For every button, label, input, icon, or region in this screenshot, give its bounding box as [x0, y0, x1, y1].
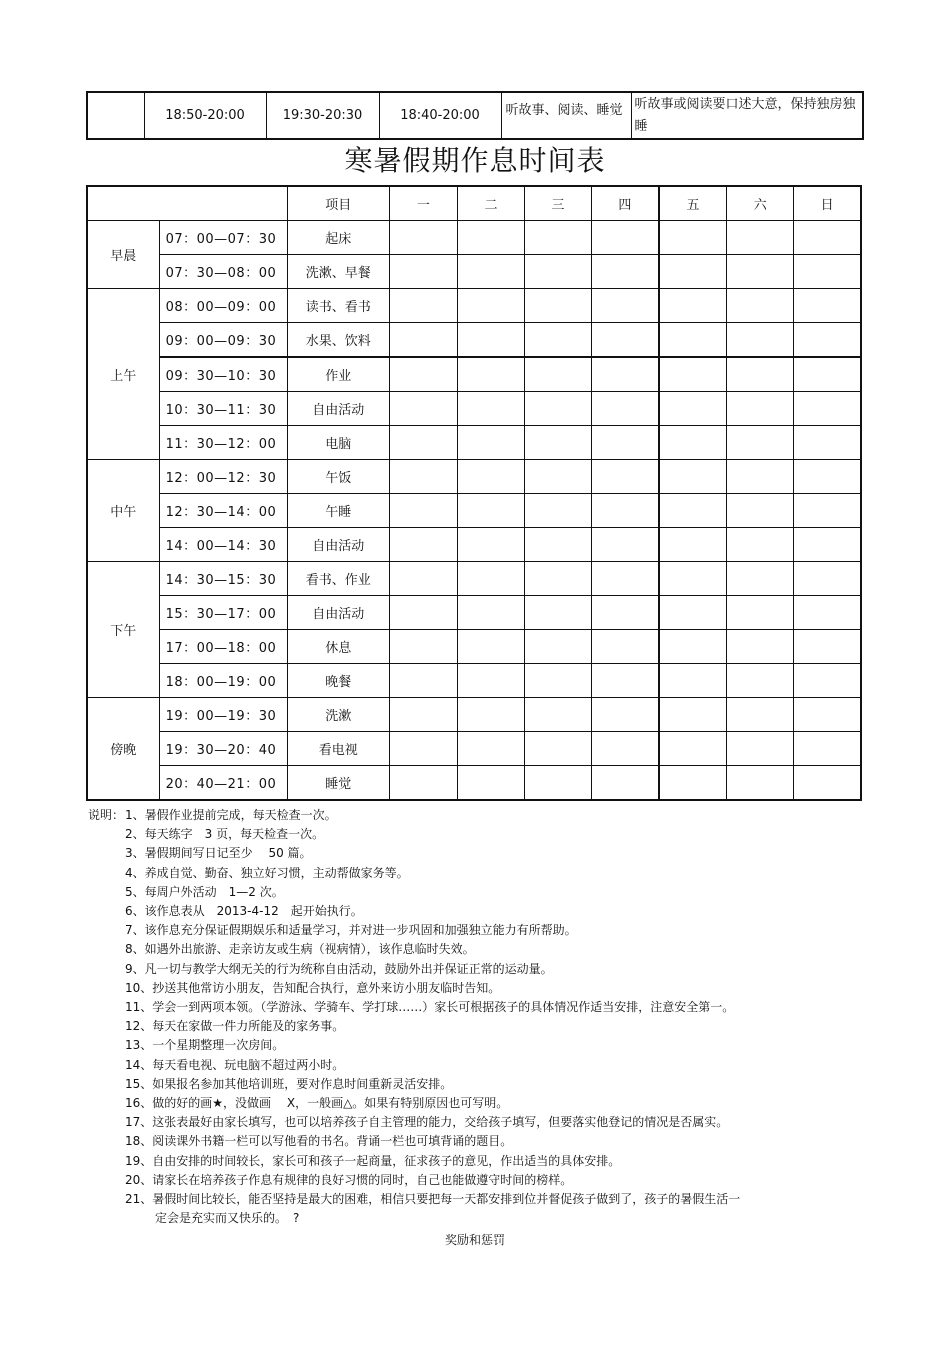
day-check-cell[interactable] — [659, 426, 727, 460]
note-item: 11、学会一到两项本领。（学游泳、学骑车、学打球……）家长可根据孩子的具体情况作适当安排，注意安全第一。 — [125, 1000, 735, 1015]
activity-item: 看书、作业 — [287, 562, 389, 596]
day-check-cell[interactable] — [727, 426, 794, 460]
empty-cell — [87, 92, 144, 139]
time-range: 10：30—11：30 — [159, 392, 287, 426]
day-check-cell[interactable] — [389, 426, 457, 460]
header-day: 日 — [794, 186, 861, 221]
day-check-cell[interactable] — [525, 494, 592, 528]
note-item: 16、做的好的画★，没做画 X，一般画△。如果有特别原因也可写明。 — [125, 1096, 509, 1111]
day-check-cell[interactable] — [525, 528, 592, 562]
day-check-cell[interactable] — [525, 289, 592, 323]
activity-item: 睡觉 — [287, 766, 389, 801]
activity-item: 电脑 — [287, 426, 389, 460]
day-check-cell[interactable] — [457, 664, 524, 698]
schedule-row — [87, 664, 861, 698]
day-check-cell[interactable] — [525, 630, 592, 664]
schedule-row — [87, 255, 861, 289]
schedule-row — [87, 732, 861, 766]
day-check-cell[interactable] — [457, 460, 524, 494]
day-check-cell[interactable] — [389, 289, 457, 323]
day-check-cell[interactable] — [727, 494, 794, 528]
notes-label: 说明： — [88, 808, 125, 822]
day-check-cell[interactable] — [389, 732, 457, 766]
note-item: 8、如遇外出旅游、走亲访友或生病（视病情），该作息临时失效。 — [125, 942, 475, 957]
day-check-cell[interactable] — [389, 255, 457, 289]
day-check-cell[interactable] — [659, 494, 727, 528]
day-check-cell[interactable] — [727, 289, 794, 323]
header-day: 三 — [525, 186, 592, 221]
day-check-cell[interactable] — [794, 357, 861, 392]
day-check-cell[interactable] — [525, 357, 592, 392]
activity-item: 起床 — [287, 221, 389, 255]
page-title: 寒暑假期作息时间表 — [344, 144, 606, 177]
day-check-cell[interactable] — [727, 528, 794, 562]
header-day: 一 — [389, 186, 457, 221]
activity-item: 午睡 — [287, 494, 389, 528]
schedule-row — [87, 562, 861, 596]
day-check-cell[interactable] — [659, 323, 727, 358]
day-check-cell[interactable] — [794, 494, 861, 528]
day-check-cell[interactable] — [592, 460, 659, 494]
day-check-cell[interactable] — [592, 698, 659, 732]
activity-item: 洗漱、早餐 — [287, 255, 389, 289]
period-label: 早晨 — [87, 221, 159, 289]
day-check-cell[interactable] — [794, 426, 861, 460]
note-item: 18、阅读课外书籍一栏可以写他看的书名。背诵一栏也可填背诵的题目。 — [125, 1134, 513, 1149]
day-check-cell[interactable] — [794, 732, 861, 766]
day-check-cell[interactable] — [389, 392, 457, 426]
day-check-cell[interactable] — [794, 698, 861, 732]
time-range: 18：00—19：00 — [159, 664, 287, 698]
schedule-table — [86, 185, 862, 801]
schedule-row — [87, 528, 861, 562]
header-day: 六 — [727, 186, 794, 221]
time-cell: 19:30-20:30 — [266, 92, 379, 139]
time-range: 11：30—12：00 — [159, 426, 287, 460]
day-check-cell[interactable] — [727, 664, 794, 698]
day-check-cell[interactable] — [525, 221, 592, 255]
header-item: 项目 — [287, 186, 389, 221]
day-check-cell[interactable] — [592, 596, 659, 630]
footer-heading: 奖励和惩罚 — [444, 1233, 505, 1247]
time-range: 08：00—09：00 — [159, 289, 287, 323]
day-check-cell[interactable] — [659, 460, 727, 494]
day-check-cell[interactable] — [525, 732, 592, 766]
day-check-cell[interactable] — [727, 323, 794, 358]
day-check-cell[interactable] — [457, 596, 524, 630]
time-range: 19：00—19：30 — [159, 698, 287, 732]
time-range: 07：00—07：30 — [159, 221, 287, 255]
day-check-cell[interactable] — [659, 392, 727, 426]
day-check-cell[interactable] — [659, 289, 727, 323]
activity-item: 水果、饮料 — [287, 323, 389, 358]
day-check-cell[interactable] — [457, 630, 524, 664]
day-check-cell[interactable] — [457, 698, 524, 732]
day-check-cell[interactable] — [457, 562, 524, 596]
period-label: 中午 — [87, 460, 159, 562]
day-check-cell[interactable] — [592, 392, 659, 426]
period-label: 上午 — [87, 289, 159, 460]
day-check-cell[interactable] — [389, 766, 457, 801]
day-check-cell[interactable] — [525, 766, 592, 801]
day-check-cell[interactable] — [457, 221, 524, 255]
schedule-row — [87, 630, 861, 664]
day-check-cell[interactable] — [659, 766, 727, 801]
day-check-cell[interactable] — [794, 289, 861, 323]
note-text: 1、暑假作业提前完成，每天检查一次。 — [125, 808, 337, 822]
note-item: 20、请家长在培养孩子作息有规律的良好习惯的同时，自己也能做遵守时间的榜样。 — [125, 1172, 573, 1187]
day-check-cell[interactable] — [592, 766, 659, 801]
note-item: 12、每天在家做一件力所能及的家务事。 — [125, 1019, 345, 1034]
day-check-cell[interactable] — [525, 392, 592, 426]
day-check-cell[interactable] — [592, 357, 659, 392]
activity-item: 看电视 — [287, 732, 389, 766]
note-item: 3、暑假期间写日记至少 50 篇。 — [125, 846, 312, 861]
day-check-cell[interactable] — [592, 664, 659, 698]
day-check-cell[interactable] — [727, 392, 794, 426]
day-check-cell[interactable] — [525, 698, 592, 732]
note-cell: 听故事或阅读要口述大意，保持独房独睡 — [631, 92, 863, 139]
schedule-row — [87, 596, 861, 630]
day-check-cell[interactable] — [525, 426, 592, 460]
day-check-cell[interactable] — [727, 630, 794, 664]
day-check-cell[interactable] — [659, 528, 727, 562]
day-check-cell[interactable] — [592, 630, 659, 664]
prev-schedule-row — [86, 91, 864, 140]
day-check-cell[interactable] — [389, 357, 457, 392]
day-check-cell[interactable] — [457, 528, 524, 562]
note-item: 5、每周户外活动 1—2 次。 — [125, 884, 284, 899]
day-check-cell[interactable] — [592, 426, 659, 460]
day-check-cell[interactable] — [592, 289, 659, 323]
note-item: 7、该作息充分保证假期娱乐和适量学习，并对进一步巩固和加强独立能力有所帮助。 — [125, 923, 577, 938]
day-check-cell[interactable] — [659, 664, 727, 698]
day-check-cell[interactable] — [727, 596, 794, 630]
day-check-cell[interactable] — [659, 255, 727, 289]
day-check-cell[interactable] — [525, 664, 592, 698]
day-check-cell[interactable] — [592, 562, 659, 596]
note-continuation: 定会是充实而又快乐的。 ? — [155, 1211, 300, 1226]
day-check-cell[interactable] — [457, 732, 524, 766]
day-check-cell[interactable] — [389, 221, 457, 255]
note-item: 2、每天练字 3 页，每天检查一次。 — [125, 827, 325, 842]
day-check-cell[interactable] — [727, 732, 794, 766]
activity-item: 读书、看书 — [287, 289, 389, 323]
time-range: 20：40—21：00 — [159, 766, 287, 801]
day-check-cell[interactable] — [659, 596, 727, 630]
day-check-cell[interactable] — [457, 255, 524, 289]
header-day: 五 — [659, 186, 727, 221]
day-check-cell[interactable] — [727, 255, 794, 289]
day-check-cell[interactable] — [794, 630, 861, 664]
activity-item: 自由活动 — [287, 528, 389, 562]
day-check-cell[interactable] — [592, 221, 659, 255]
day-check-cell[interactable] — [659, 562, 727, 596]
note-item: 17、这张表最好由家长填写，也可以培养孩子自主管理的能力，交给孩子填写，但要落实他登记的情况是否属实。 — [125, 1115, 729, 1130]
note-item: 19、自由安排的时间较长，家长可和孩子一起商量，征求孩子的意见，作出适当的具体安排。 — [125, 1153, 621, 1168]
day-check-cell[interactable] — [389, 698, 457, 732]
day-check-cell[interactable] — [525, 460, 592, 494]
activity-item: 休息 — [287, 630, 389, 664]
day-check-cell[interactable] — [794, 392, 861, 426]
day-check-cell[interactable] — [727, 562, 794, 596]
time-range: 17：00—18：00 — [159, 630, 287, 664]
day-check-cell[interactable] — [727, 460, 794, 494]
activity-item: 晚餐 — [287, 664, 389, 698]
day-check-cell[interactable] — [659, 698, 727, 732]
activity-item: 自由活动 — [287, 596, 389, 630]
day-check-cell[interactable] — [727, 698, 794, 732]
day-check-cell[interactable] — [592, 494, 659, 528]
schedule-row — [87, 392, 861, 426]
day-check-cell[interactable] — [794, 255, 861, 289]
schedule-row — [87, 221, 861, 255]
day-check-cell[interactable] — [794, 766, 861, 801]
schedule-row — [87, 460, 861, 494]
time-range: 12：00—12：30 — [159, 460, 287, 494]
period-label: 傍晚 — [87, 698, 159, 801]
day-check-cell[interactable] — [525, 323, 592, 358]
activity-item: 自由活动 — [287, 392, 389, 426]
day-check-cell[interactable] — [727, 357, 794, 392]
day-check-cell[interactable] — [389, 460, 457, 494]
day-check-cell[interactable] — [592, 323, 659, 358]
day-check-cell[interactable] — [794, 596, 861, 630]
day-check-cell[interactable] — [592, 528, 659, 562]
schedule-row — [87, 698, 861, 732]
day-check-cell[interactable] — [389, 562, 457, 596]
activity-item: 午饭 — [287, 460, 389, 494]
day-check-cell[interactable] — [592, 255, 659, 289]
note-item — [88, 806, 848, 825]
day-check-cell[interactable] — [727, 766, 794, 801]
day-check-cell[interactable] — [389, 528, 457, 562]
day-check-cell[interactable] — [389, 494, 457, 528]
time-range: 09：00—09：30 — [159, 323, 287, 358]
note-item: 4、养成自觉、勤奋、独立好习惯，主动帮做家务等。 — [125, 865, 409, 880]
day-check-cell[interactable] — [389, 323, 457, 358]
day-check-cell[interactable] — [659, 221, 727, 255]
day-check-cell[interactable] — [525, 596, 592, 630]
note-item: 10、抄送其他常访小朋友，告知配合执行，意外来访小朋友临时告知。 — [125, 980, 501, 995]
schedule-row — [87, 357, 861, 392]
day-check-cell[interactable] — [457, 392, 524, 426]
header-day: 二 — [457, 186, 524, 221]
day-check-cell[interactable] — [457, 357, 524, 392]
day-check-cell[interactable] — [525, 255, 592, 289]
day-check-cell[interactable] — [794, 664, 861, 698]
time-range: 19：30—20：40 — [159, 732, 287, 766]
day-check-cell[interactable] — [659, 732, 727, 766]
notes-section — [88, 806, 848, 1228]
schedule-row — [87, 494, 861, 528]
day-check-cell[interactable] — [794, 528, 861, 562]
day-check-cell[interactable] — [457, 766, 524, 801]
schedule-row — [87, 289, 861, 323]
day-check-cell[interactable] — [457, 323, 524, 358]
day-check-cell[interactable] — [457, 289, 524, 323]
schedule-row — [87, 323, 861, 358]
day-check-cell[interactable] — [389, 596, 457, 630]
time-range: 15：30—17：00 — [159, 596, 287, 630]
header-day: 四 — [592, 186, 659, 221]
activity-item: 作业 — [287, 357, 389, 392]
note-item: 9、凡一切与教学大纲无关的行为统称自由活动，鼓励外出并保证正常的运动量。 — [125, 961, 553, 976]
activity-item: 洗漱 — [287, 698, 389, 732]
note-item: 6、该作息表从 2013-4-12 起开始执行。 — [125, 904, 363, 919]
day-check-cell[interactable] — [794, 460, 861, 494]
day-check-cell[interactable] — [659, 357, 727, 392]
schedule-row — [87, 766, 861, 801]
day-check-cell[interactable] — [794, 323, 861, 358]
day-check-cell[interactable] — [389, 630, 457, 664]
day-check-cell[interactable] — [794, 562, 861, 596]
day-check-cell[interactable] — [525, 562, 592, 596]
time-range: 12：30—14：00 — [159, 494, 287, 528]
day-check-cell[interactable] — [457, 494, 524, 528]
note-item: 14、每天看电视、玩电脑不超过两小时。 — [125, 1057, 345, 1072]
note-item: 15、如果报名参加其他培训班，要对作息时间重新灵活安排。 — [125, 1076, 453, 1091]
day-check-cell[interactable] — [727, 221, 794, 255]
time-range: 14：00—14：30 — [159, 528, 287, 562]
day-check-cell[interactable] — [592, 732, 659, 766]
schedule-row — [87, 426, 861, 460]
period-label: 下午 — [87, 562, 159, 698]
time-range: 14：30—15：30 — [159, 562, 287, 596]
time-cell: 18:50-20:00 — [144, 92, 266, 139]
header-blank — [87, 186, 287, 221]
time-range: 09：30—10：30 — [159, 357, 287, 392]
note-item: 13、一个星期整理一次房间。 — [125, 1038, 285, 1053]
activity-cell: 听故事、阅读、睡觉 — [501, 92, 631, 139]
day-check-cell[interactable] — [659, 630, 727, 664]
day-check-cell[interactable] — [794, 221, 861, 255]
note-item: 21、暑假时间比较长，能否坚持是最大的困难，相信只要把每一天都安排到位并督促孩子做到了，孩子的暑假生活一 — [125, 1192, 741, 1207]
time-range: 07：30—08：00 — [159, 255, 287, 289]
day-check-cell[interactable] — [457, 426, 524, 460]
time-cell: 18:40-20:00 — [379, 92, 501, 139]
day-check-cell[interactable] — [389, 664, 457, 698]
